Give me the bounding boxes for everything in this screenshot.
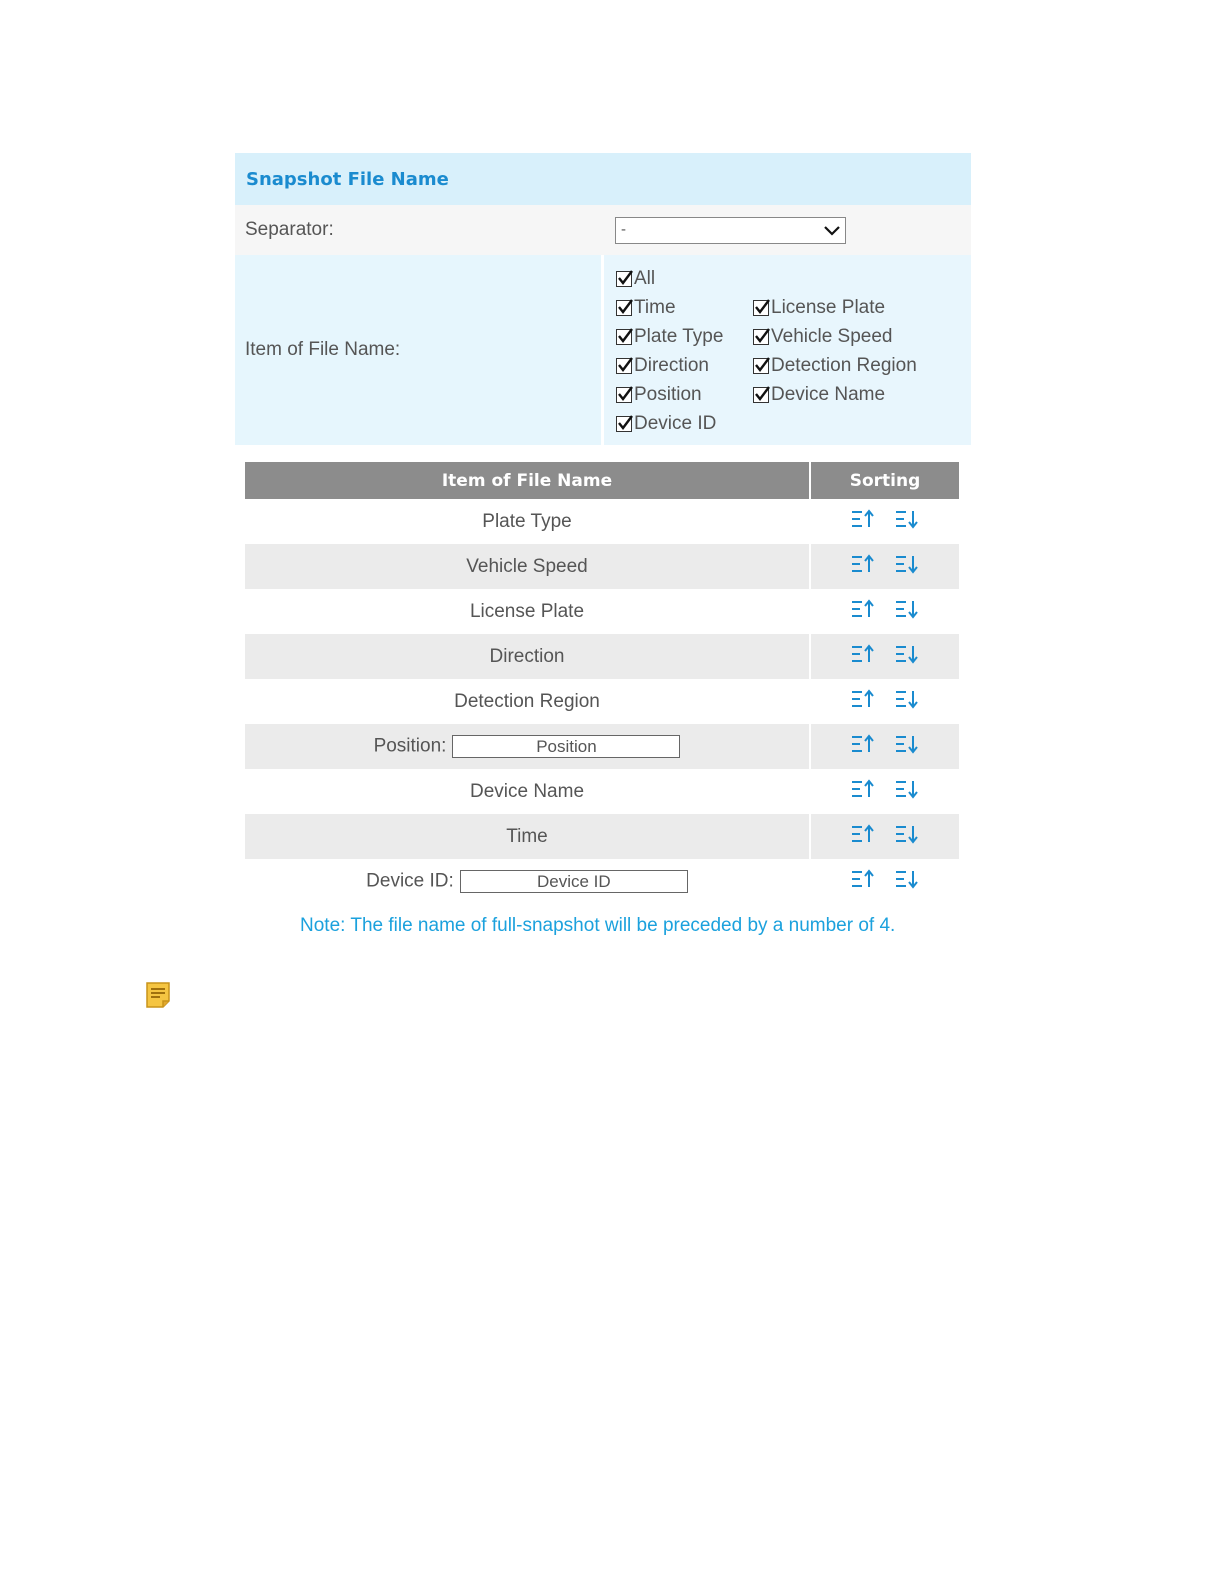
checkbox-detection-region[interactable] (753, 354, 917, 378)
checkbox-license-plate[interactable] (753, 296, 885, 320)
sort-down-icon[interactable] (894, 509, 920, 529)
table-row (245, 589, 959, 634)
position-input[interactable] (452, 735, 680, 758)
checkbox-label: All (634, 268, 656, 289)
row-position-cell (245, 724, 810, 769)
checkbox-label: Detection Region (771, 355, 917, 376)
chevron-down-icon (823, 222, 841, 240)
row-label-device-id: Device ID: (366, 870, 454, 892)
checkbox-checked-icon (753, 358, 769, 374)
table-row (245, 769, 959, 814)
row-label-position: Position: (373, 735, 447, 757)
sorting-cell (810, 634, 959, 679)
table-row (245, 859, 959, 904)
sort-up-icon[interactable] (850, 554, 876, 574)
row-label-direction: Direction (245, 634, 810, 679)
checkbox-all[interactable] (616, 267, 655, 291)
sort-down-icon[interactable] (894, 599, 920, 619)
checkbox-vehicle-speed[interactable] (753, 325, 893, 349)
checkbox-label: License Plate (771, 297, 886, 318)
sort-up-icon[interactable] (850, 689, 876, 709)
sort-down-icon[interactable] (894, 779, 920, 799)
note-icon (145, 981, 171, 1009)
sort-up-icon[interactable] (850, 644, 876, 664)
items-checkbox-cell (604, 255, 971, 445)
column-header-sorting: Sorting (810, 462, 959, 499)
snapshot-file-name-panel (235, 153, 971, 445)
separator-selected-value: - (621, 221, 626, 238)
table-row (245, 544, 959, 589)
sort-up-icon[interactable] (850, 779, 876, 799)
row-label-vehicle-speed: Vehicle Speed (245, 544, 810, 589)
checkbox-direction[interactable] (616, 354, 709, 378)
checkbox-device-id[interactable] (616, 412, 716, 436)
checkbox-checked-icon (616, 358, 632, 374)
checkbox-time[interactable] (616, 296, 676, 320)
sorting-cell (810, 724, 959, 769)
items-row (235, 255, 971, 445)
sort-up-icon[interactable] (850, 599, 876, 619)
checkbox-label: Plate Type (634, 326, 724, 347)
sorting-cell (810, 589, 959, 634)
items-label-cell (235, 255, 601, 445)
checkbox-label: Time (634, 297, 676, 318)
sort-down-icon[interactable] (894, 689, 920, 709)
table-header-row (245, 462, 959, 499)
sort-down-icon[interactable] (894, 824, 920, 844)
checkbox-checked-icon (753, 387, 769, 403)
sorting-cell (810, 859, 959, 904)
table-row (245, 634, 959, 679)
sorting-cell (810, 544, 959, 589)
checkbox-checked-icon (753, 300, 769, 316)
separator-row (235, 205, 971, 255)
sorting-cell (810, 769, 959, 814)
checkbox-checked-icon (616, 300, 632, 316)
checkbox-checked-icon (616, 271, 632, 287)
checkbox-label: Vehicle Speed (771, 326, 893, 347)
panel-title: Snapshot File Name (246, 168, 449, 190)
sort-up-icon[interactable] (850, 734, 876, 754)
table-row (245, 814, 959, 859)
row-label-plate-type: Plate Type (245, 499, 810, 544)
checkbox-checked-icon (616, 387, 632, 403)
separator-select[interactable] (615, 217, 846, 244)
row-label-device-name: Device Name (245, 769, 810, 814)
sort-up-icon[interactable] (850, 824, 876, 844)
device-id-input[interactable] (460, 870, 688, 893)
checkbox-checked-icon (616, 416, 632, 432)
table-row (245, 679, 959, 724)
sort-down-icon[interactable] (894, 554, 920, 574)
checkbox-label: Device Name (771, 384, 886, 405)
column-header-item: Item of File Name (245, 462, 810, 499)
sorting-cell (810, 679, 959, 724)
sorting-cell (810, 814, 959, 859)
checkbox-position[interactable] (616, 383, 702, 407)
row-label-license-plate: License Plate (245, 589, 810, 634)
sort-down-icon[interactable] (894, 734, 920, 754)
panel-header (235, 153, 971, 205)
sorting-cell (810, 499, 959, 544)
row-label-time: Time (245, 814, 810, 859)
items-label: Item of File Name: (245, 339, 401, 360)
sort-down-icon[interactable] (894, 644, 920, 664)
checkbox-label: Position (634, 384, 702, 405)
table-row (245, 499, 959, 544)
sort-up-icon[interactable] (850, 509, 876, 529)
row-device-id-cell (245, 859, 810, 904)
note-text: Note: The file name of full-snapshot will be preceded by a number of 4. (300, 915, 896, 936)
checkbox-plate-type[interactable] (616, 325, 723, 349)
sort-down-icon[interactable] (894, 869, 920, 889)
checkbox-label: Device ID (634, 413, 717, 434)
checkbox-checked-icon (753, 329, 769, 345)
checkbox-checked-icon (616, 329, 632, 345)
sorting-table (245, 462, 959, 904)
separator-label: Separator: (245, 219, 334, 240)
sort-up-icon[interactable] (850, 869, 876, 889)
checkbox-label: Direction (634, 355, 709, 376)
table-row (245, 724, 959, 769)
row-label-detection-region: Detection Region (245, 679, 810, 724)
checkbox-device-name[interactable] (753, 383, 885, 407)
